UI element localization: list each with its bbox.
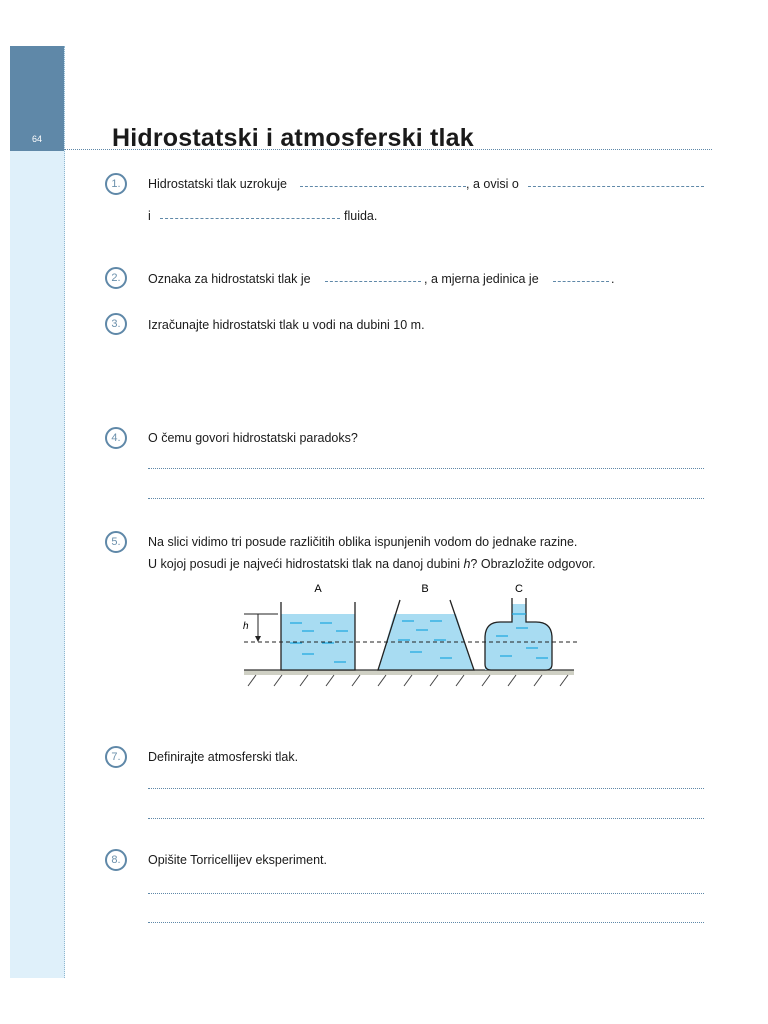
vessels-figure bbox=[230, 578, 590, 690]
page-title: Hidrostatski i atmosferski tlak bbox=[112, 124, 474, 152]
depth-label-h: h bbox=[243, 621, 249, 632]
q4-text: O čemu govori hidrostatski paradoks? bbox=[148, 431, 358, 445]
q1-text-a: Hidrostatski tlak uzrokuje bbox=[148, 177, 287, 191]
q2-text-b: , a mjerna jedinica je bbox=[424, 272, 539, 286]
ground-hatching bbox=[248, 675, 568, 686]
q1-answer-blank-2[interactable] bbox=[528, 186, 704, 187]
q1-text-b: , a ovisi o bbox=[466, 177, 519, 191]
question-number-4: 4. bbox=[105, 427, 127, 449]
page-number: 64 bbox=[32, 134, 43, 144]
q1-answer-blank-3[interactable] bbox=[160, 218, 340, 219]
q1-text-c: i bbox=[148, 209, 151, 223]
q4-answer-line-2[interactable] bbox=[148, 498, 704, 499]
question-number-1: 1. bbox=[105, 173, 127, 195]
q5-text-line2-b: ? Obrazložite odgovor. bbox=[470, 557, 596, 571]
q3-text: Izračunajte hidrostatski tlak u vodi na dubini 10 m. bbox=[148, 318, 425, 332]
question-number-7: 7. bbox=[105, 746, 127, 768]
q5-text-line2-a: U kojoj posudi je najveći hidrostatski tlak na danoj dubini bbox=[148, 557, 464, 571]
question-number-2: 2. bbox=[105, 267, 127, 289]
q8-text: Opišite Torricellijev eksperiment. bbox=[148, 853, 327, 867]
q5-text-line2-h: h bbox=[463, 557, 471, 571]
q2-text-c: . bbox=[611, 272, 615, 286]
q2-answer-blank-2[interactable] bbox=[553, 281, 609, 282]
q2-text-a: Oznaka za hidrostatski tlak je bbox=[148, 272, 311, 286]
ground-strip bbox=[244, 670, 574, 675]
q2-answer-blank-1[interactable] bbox=[325, 281, 421, 282]
vessel-label-a: A bbox=[314, 583, 322, 595]
q5-text-line2 bbox=[148, 557, 596, 571]
q1-answer-blank-1[interactable] bbox=[300, 186, 466, 187]
page-sidebar bbox=[10, 46, 65, 978]
question-number-8: 8. bbox=[105, 849, 127, 871]
q8-answer-line-1[interactable] bbox=[148, 893, 704, 894]
q7-answer-line-2[interactable] bbox=[148, 818, 704, 819]
q7-text: Definirajte atmosferski tlak. bbox=[148, 750, 299, 764]
vessel-label-b: B bbox=[421, 583, 429, 595]
q4-answer-line-1[interactable] bbox=[148, 468, 704, 469]
depth-arrow-head bbox=[255, 636, 261, 642]
q8-answer-line-2[interactable] bbox=[148, 922, 704, 923]
question-number-3: 3. bbox=[105, 313, 127, 335]
question-number-5: 5. bbox=[105, 531, 127, 553]
q5-text-line1: Na slici vidimo tri posude različitih oblika ispunjenih vodom do jednake razine. bbox=[148, 535, 578, 549]
q7-answer-line-1[interactable] bbox=[148, 788, 704, 789]
q1-text-d: fluida. bbox=[344, 209, 378, 223]
vessel-label-c: C bbox=[515, 583, 523, 595]
